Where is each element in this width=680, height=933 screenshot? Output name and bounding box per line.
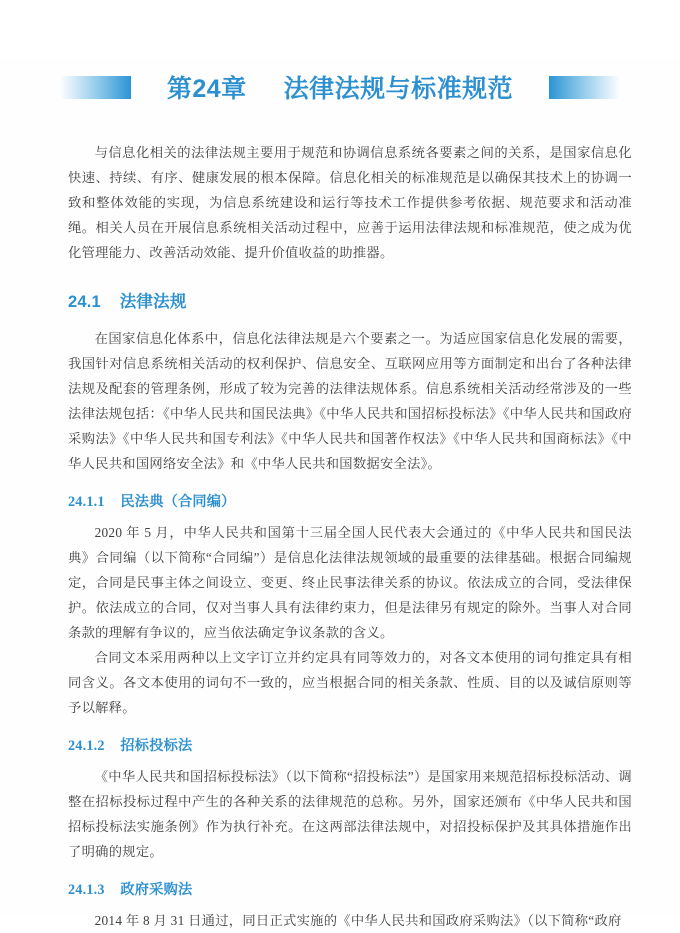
chapter-header [0,58,680,116]
subsection-paragraph-24-1-1-a: 2020 年 5 月，中华人民共和国第十三届全国人民代表大会通过的《中华人民共和国民法典》合同编（以下简称“合同编”）是信息化法律法规领域的最重要的法律基础。根据合同编规定，合同是民事主体之间设立、变更、终止民事法律关系的协议。依法成立的合同，受法律保护。依法成立的合同，仅对当事人具有法律约束力，但是法律另有规定的除外。当事人对合同条款的理解有争议的，应当依法确定争议条款的含义。 [68,525,632,640]
subsection-paragraph-24-1-2-a: 《中华人民共和国招标投标法》（以下简称“招投标法”）是国家用来规范招标投标活动、调整在招标投标过程中产生的各种关系的法律规范的总称。另外，国家还颁布《中华人民共和国招标投标法实施条例》作为执行补充。在这两部法律法规中，对招投标保护及其具体措施作出了明确的规定。 [68,769,632,859]
spacer-before-subsection-2 [68,720,632,735]
chapter-rule-bar-left [59,76,131,99]
chapter-rule-bar-right [549,76,621,99]
chapter-number: 第24章 [166,75,247,103]
section-paragraph-24-1: 在国家信息化体系中，信息化法律法规是六个要素之一。为适应国家信息化发展的需要，我国针对信息系统相关活动的权利保护、信息安全、互联网应用等方面制定和出台了各种法律法规及配套的管理条例，形成了较为完善的法律法规体系。信息系统相关活动经常涉及的一些法律法规包括：《中华人民共和国民法典》《中华人民共和国招标投标法》《中华人民共和国政府采购法》《中华人民共和国专利法》《中华人民共和国著作权法》《中华人民共和国商标法》《中华人民共和国网络安全法》和《中华人民共和国数据安全法》。 [68,331,632,471]
subsection-title: 民法典（合同编） [120,494,236,510]
subsection-paragraph-24-1-1-b: 合同文本采用两种以上文字订立并约定具有同等效力的，对各文本使用的词句推定具有相同含义。各文本使用的词句不一致的，应当根据合同的相关条款、性质、目的以及诚信原则等予以解释。 [68,650,632,715]
intro-paragraph: 与信息化相关的法律法规主要用于规范和协调信息系统各要素之间的关系，是国家信息化快速、持续、有序、健康发展的根本保障。信息化相关的标准规范是以确保其技术上的协调一致和整体效能的实现，为信息系统建设和运行等技术工作提供参考依据、规范要求和活动准绳。相关人员在开展信息系统相关活动过程中，应善于运用法律法规和标准规范，使之成为优化管理能力、改善活动效能、提升价值收益的助推器。 [68,145,632,260]
section-title: 法律法规 [119,293,187,311]
subsection-heading-24-1-1 [68,491,632,511]
subsection-title: 政府采购法 [120,882,193,898]
section-heading-24-1 [68,288,632,312]
spacer-after-subsection-3 [68,899,632,908]
subsection-number: 24.1.3 [68,882,105,898]
subsection-paragraph-24-1-3-a: 2014 年 8 月 31 日通过，同日正式实施的《中华人民共和国政府采购法》（以下简称“政府 [94,913,622,928]
spacer-before-subsection-1 [68,476,632,491]
section-number: 24.1 [68,293,101,311]
spacer-after-subsection-2 [68,755,632,764]
spacer-before-section [68,265,632,288]
subsection-number: 24.1.2 [68,738,105,754]
subsection-heading-24-1-2 [68,735,632,755]
subsection-title: 招标投标法 [120,738,193,754]
document-body [0,116,680,933]
spacer-before-subsection-3 [68,864,632,879]
spacer-after-section [68,312,632,326]
subsection-heading-24-1-3 [68,879,632,899]
chapter-title [167,69,513,105]
document-page [0,58,680,928]
chapter-title-text: 法律法规与标准规范 [283,75,514,103]
spacer-intro [68,116,632,140]
subsection-number: 24.1.1 [68,494,105,510]
spacer-after-subsection-1 [68,511,632,520]
